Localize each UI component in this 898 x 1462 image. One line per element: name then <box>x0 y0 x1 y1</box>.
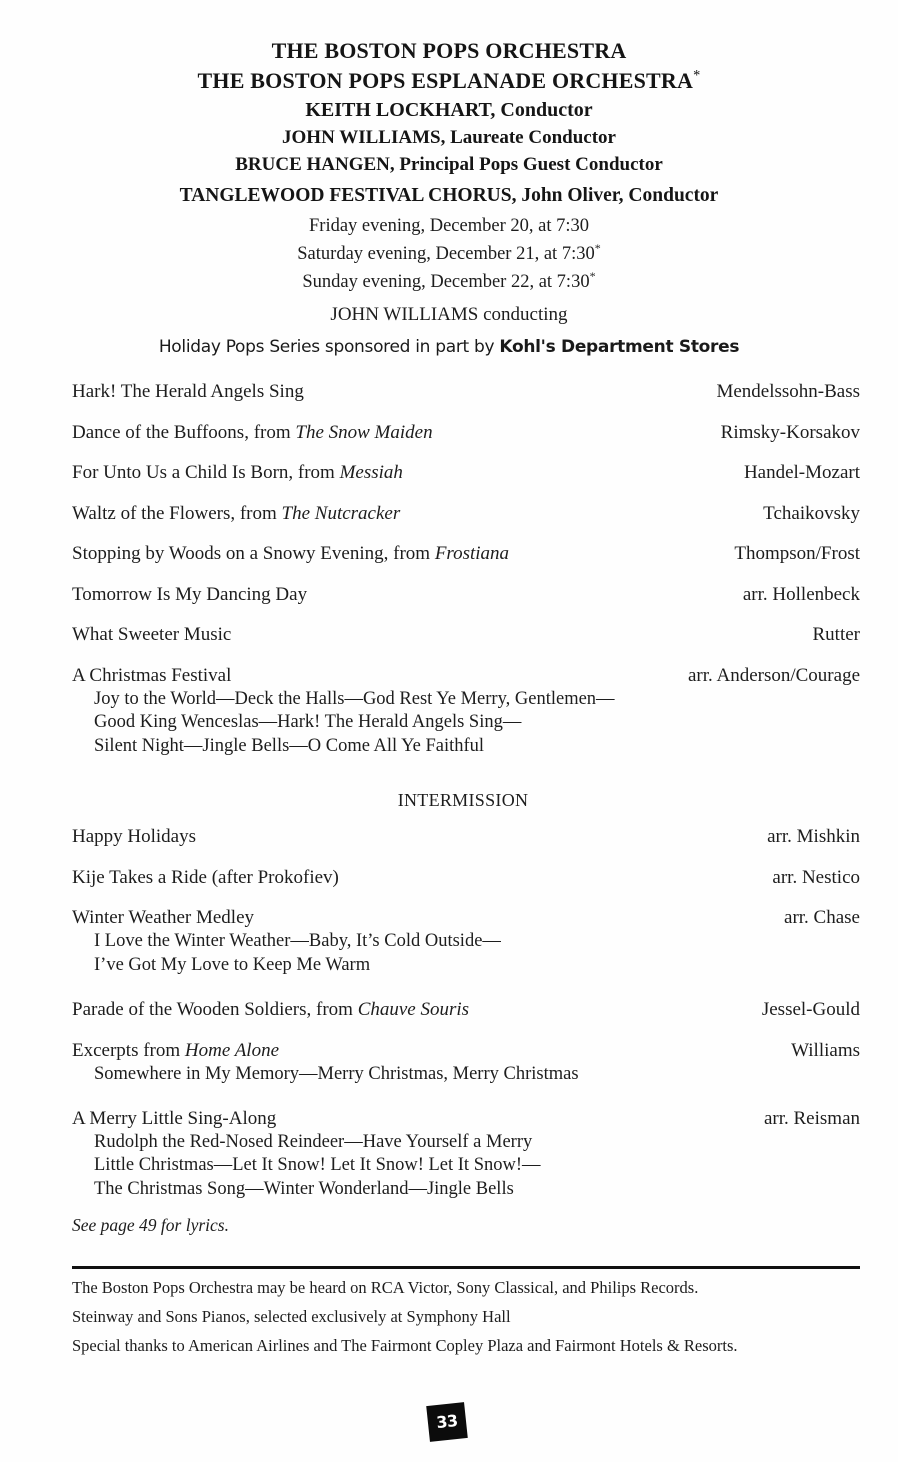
piece-title <box>72 826 196 848</box>
program-item <box>72 495 860 536</box>
medley-line: Somewhere in My Memory—Merry Christmas, Merry Christmas <box>94 1063 579 1084</box>
composer: Handel-Mozart <box>743 462 860 483</box>
pianos-note: Steinway and Sons Pianos, selected exclusively at Symphony Hall <box>72 1307 511 1326</box>
piece-title <box>72 584 307 606</box>
program-header <box>0 36 898 359</box>
source-work: Home Alone <box>184 1039 280 1061</box>
footer-divider <box>72 1266 860 1269</box>
medley-line: Little Christmas—Let It Snow! Let It Snow! Let It Snow!— <box>94 1155 541 1175</box>
asterisk-mark: * <box>594 240 601 255</box>
medley-line: Silent Night—Jingle Bells—O Come All Ye Faithful <box>94 735 485 756</box>
guest-conductor-line <box>0 151 898 178</box>
source-work: Messiah <box>339 462 403 483</box>
piece-title-text: Tomorrow Is My Dancing Day <box>72 583 308 605</box>
composer: arr. Hollenbeck <box>742 583 860 605</box>
performance-dates <box>0 212 898 296</box>
composer: Mendelssohn-Bass <box>716 381 860 402</box>
program-item <box>72 454 860 495</box>
program-part-2 <box>72 818 860 1200</box>
asterisk-mark: * <box>693 67 701 84</box>
program-item <box>72 373 860 414</box>
recordings-note: The Boston Pops Orchestra may be heard on RCA Victor, Sony Classical, and Philips Records. <box>72 1278 699 1297</box>
program-item <box>72 616 860 657</box>
lyrics-note-block <box>72 1213 860 1237</box>
source-work: Chauve Souris <box>357 999 470 1020</box>
program-item <box>72 1100 860 1200</box>
performance-date <box>0 212 898 240</box>
guest-role: Principal Pops Guest Conductor <box>399 154 663 175</box>
piece-title <box>72 1108 276 1130</box>
composer: arr. Mishkin <box>767 826 860 847</box>
piece-title-text: For Unto Us a Child Is Born, from <box>72 462 335 483</box>
piece-title <box>72 503 400 525</box>
piece-title-text: Stopping by Woods on a Snowy Evening, from <box>72 543 431 564</box>
piece-title <box>72 665 231 687</box>
medley-line: Rudolph the Red-Nosed Reindeer—Have Yourself a Merry <box>94 1131 533 1152</box>
thanks-note: Special thanks to American Airlines and The Fairmont Copley Plaza and Fairmont Hotels & Resorts. <box>72 1336 738 1355</box>
conductor-line <box>0 96 898 124</box>
program-item <box>72 1032 860 1100</box>
piece-title <box>72 1040 279 1062</box>
piece-title <box>72 422 433 444</box>
laureate-name: JOHN WILLIAMS, <box>282 127 446 148</box>
sponsor-name: Kohl's Department Stores <box>499 337 740 357</box>
source-work: Frostiana <box>434 543 510 564</box>
laureate-conductor-line <box>0 124 898 151</box>
piece-title-text: A Merry Little Sing-Along <box>72 1107 277 1129</box>
piece-title <box>72 907 254 929</box>
conducting-line <box>0 301 898 329</box>
piece-title <box>72 381 304 403</box>
piece-title <box>72 867 339 889</box>
piece-title <box>72 624 231 646</box>
piece-title <box>72 543 509 565</box>
footer-notes <box>72 1277 864 1364</box>
composer: Thompson/Frost <box>734 543 860 564</box>
intermission-heading: INTERMISSION <box>397 790 529 810</box>
sponsor-text: Holiday Pops Series sponsored in part by <box>158 337 495 357</box>
lyrics-note: See page 49 for lyrics. <box>72 1215 229 1235</box>
medley-line: Good King Wenceslas—Hark! The Herald Angels Sing— <box>94 712 522 732</box>
program-item <box>72 414 860 455</box>
conducting-name: JOHN WILLIAMS <box>330 304 479 325</box>
program-part-1 <box>72 373 860 757</box>
program-item <box>72 535 860 576</box>
program-item <box>72 859 860 900</box>
piece-title-text: Excerpts from <box>72 1039 181 1061</box>
program-item <box>72 576 860 617</box>
page-number-badge: 33 <box>426 1402 468 1442</box>
esplanade-orchestra-text: THE BOSTON POPS ESPLANADE ORCHESTRA <box>197 68 694 93</box>
piece-title-text: Parade of the Wooden Soldiers, from <box>72 999 353 1020</box>
piece-title-text: A Christmas Festival <box>72 664 232 686</box>
composer: Rutter <box>812 624 860 645</box>
composer: Jessel-Gould <box>761 999 860 1020</box>
conducting-text: conducting <box>483 304 568 325</box>
laureate-role: Laureate Conductor <box>450 127 616 148</box>
performance-date <box>0 240 898 268</box>
medley-line: I’ve Got My Love to Keep Me Warm <box>94 954 371 975</box>
program-item <box>72 991 860 1032</box>
piece-title-text: What Sweeter Music <box>72 624 232 645</box>
medley-line: I Love the Winter Weather—Baby, It’s Cold Outside— <box>94 931 501 951</box>
program-item <box>72 899 860 991</box>
orchestra-name <box>0 36 898 66</box>
composer: Williams <box>791 1039 860 1061</box>
piece-title <box>72 462 403 484</box>
conductor-name: KEITH LOCKHART, <box>305 99 496 121</box>
composer: arr. Anderson/Courage <box>687 664 860 686</box>
composer: arr. Reisman <box>763 1107 860 1129</box>
program-item <box>72 818 860 859</box>
piece-title <box>72 999 469 1021</box>
source-work: The Nutcracker <box>281 502 401 524</box>
conductor-role: Conductor <box>500 99 593 121</box>
piece-title-text: Waltz of the Flowers, from <box>72 502 277 524</box>
composer: arr. Chase <box>784 907 860 928</box>
piece-title-text: Dance of the Buffoons, from <box>72 421 291 443</box>
medley-line: Joy to the World—Deck the Halls—God Rest Ye Merry, Gentlemen— <box>94 688 615 709</box>
chorus-line: TANGLEWOOD FESTIVAL CHORUS, John Oliver, Conductor <box>179 185 719 206</box>
performance-date-text: Friday evening, December 20, at 7:30 <box>309 216 589 236</box>
piece-title-text: Kije Takes a Ride (after Prokofiev) <box>72 866 339 888</box>
medley-line: The Christmas Song—Winter Wonderland—Jingle Bells <box>94 1178 514 1199</box>
program-item <box>72 657 860 757</box>
composer: Rimsky-Korsakov <box>720 421 860 443</box>
orchestra-name-text: THE BOSTON POPS ORCHESTRA <box>271 38 627 63</box>
asterisk-mark: * <box>589 268 596 283</box>
composer: Tchaikovsky <box>763 502 860 524</box>
performance-date-text: Saturday evening, December 21, at 7:30 <box>297 244 595 264</box>
sponsor-line <box>0 335 898 359</box>
composer: arr. Nestico <box>772 866 860 888</box>
piece-title-text: Happy Holidays <box>72 826 197 847</box>
performance-date <box>0 268 898 296</box>
guest-name: BRUCE HANGEN, <box>235 154 395 175</box>
esplanade-orchestra-name <box>0 66 898 96</box>
piece-title-text: Hark! The Herald Angels Sing <box>72 381 304 402</box>
source-work: The Snow Maiden <box>295 421 433 443</box>
performance-date-text: Sunday evening, December 22, at 7:30 <box>302 272 590 292</box>
intermission-block <box>72 788 860 812</box>
piece-title-text: Winter Weather Medley <box>72 907 255 928</box>
